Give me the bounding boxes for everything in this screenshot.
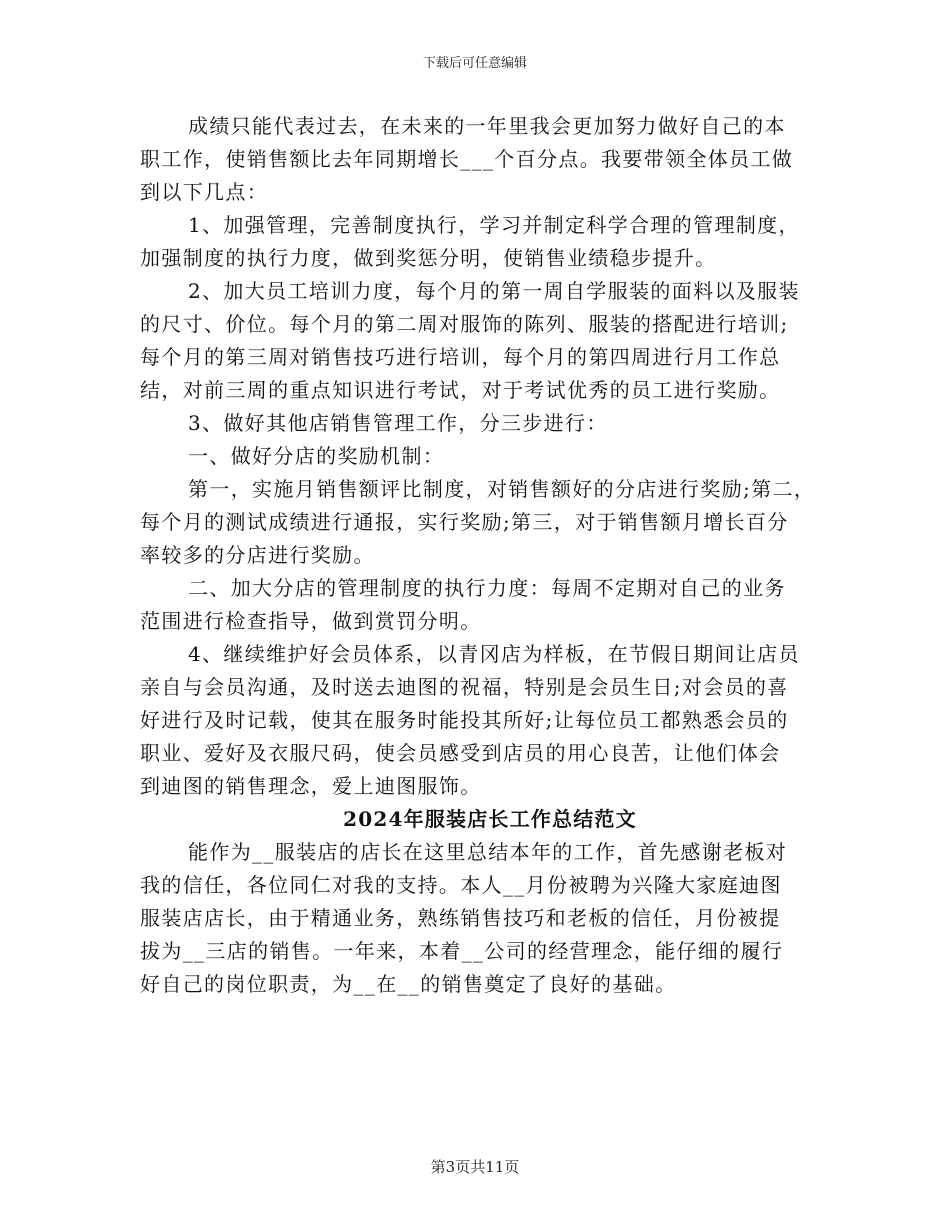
paragraph-line: 服装店店长，由于精通业务，熟练销售技巧和老板的信任，月份被提 <box>140 906 781 930</box>
paragraph-line: 1、加强管理，完善制度执行，学习并制定科学合理的管理制度， <box>188 213 800 237</box>
paragraph-line: 每个月的第三周对销售技巧进行培训，每个月的第四周进行月工作总 <box>140 345 781 369</box>
paragraph-line: 的尺寸、价位。每个月的第二周对服饰的陈列、服装的搭配进行培训; <box>140 312 789 336</box>
paragraph-line: 加强制度的执行力度，做到奖惩分明，使销售业绩稳步提升。 <box>140 246 717 270</box>
paragraph-line: 我的信任，各位同仁对我的支持。本人__月份被聘为兴隆大家庭迪图 <box>140 873 782 897</box>
paragraph-line: 亲自与会员沟通，及时送去迪图的祝福，特别是会员生日;对会员的喜 <box>140 675 789 699</box>
paragraph-line: 2、加大员工培训力度，每个月的第一周自学服装的面料以及服装 <box>188 279 800 303</box>
paragraph-line: 职工作，使销售额比去年同期增长___个百分点。我要带领全体员工做 <box>140 147 794 171</box>
paragraph-line: 好进行及时记载，使其在服务时能投其所好;让每位员工都熟悉会员的 <box>140 708 789 732</box>
paragraph-line: 职业、爱好及衣服尺码，使会员感受到店员的用心良苦，让他们体会 <box>140 741 781 765</box>
paragraph-line: 结，对前三周的重点知识进行考试，对于考试优秀的员工进行奖励。 <box>140 378 781 402</box>
paragraph-line: 3、做好其他店销售管理工作，分三步进行： <box>188 411 608 435</box>
paragraph-line: 能作为__服装店的店长在这里总结本年的工作，首先感谢老板对 <box>188 840 788 864</box>
paragraph-line: 4、继续维护好会员体系，以青冈店为样板，在节假日期间让店员 <box>188 642 800 666</box>
paragraph-line: 成绩只能代表过去，在未来的一年里我会更加努力做好自己的本 <box>188 114 786 138</box>
paragraph-line: 拔为__三店的销售。一年来，本着__公司的经营理念，能仔细的履行 <box>140 939 784 963</box>
paragraph-line: 到以下几点： <box>140 180 269 204</box>
paragraph-line: 好自己的岗位职责，为__在__的销售奠定了良好的基础。 <box>140 972 677 996</box>
page-number: 第3页共11页 <box>430 1158 520 1176</box>
paragraph-line: 二、加大分店的管理制度的执行力度：每周不定期对自己的业务 <box>188 576 786 600</box>
paragraph-line: 范围进行检查指导，做到赏罚分明。 <box>140 609 482 633</box>
paragraph-line: 率较多的分店进行奖励。 <box>140 543 375 567</box>
paragraph-line: 到迪图的销售理念，爱上迪图服饰。 <box>140 774 482 798</box>
paragraph-line: 第一，实施月销售额评比制度，对销售额好的分店进行奖励;第二， <box>188 477 816 501</box>
paragraph-line: 一、做好分店的奖励机制： <box>188 444 445 468</box>
page-header: 下载后可任意编辑 <box>422 56 527 71</box>
section-title: 2024年服装店长工作总结范文 <box>343 807 637 831</box>
document-body <box>140 110 820 1001</box>
paragraph-line: 每个月的测试成绩进行通报，实行奖励;第三，对于销售额月增长百分 <box>140 510 789 534</box>
